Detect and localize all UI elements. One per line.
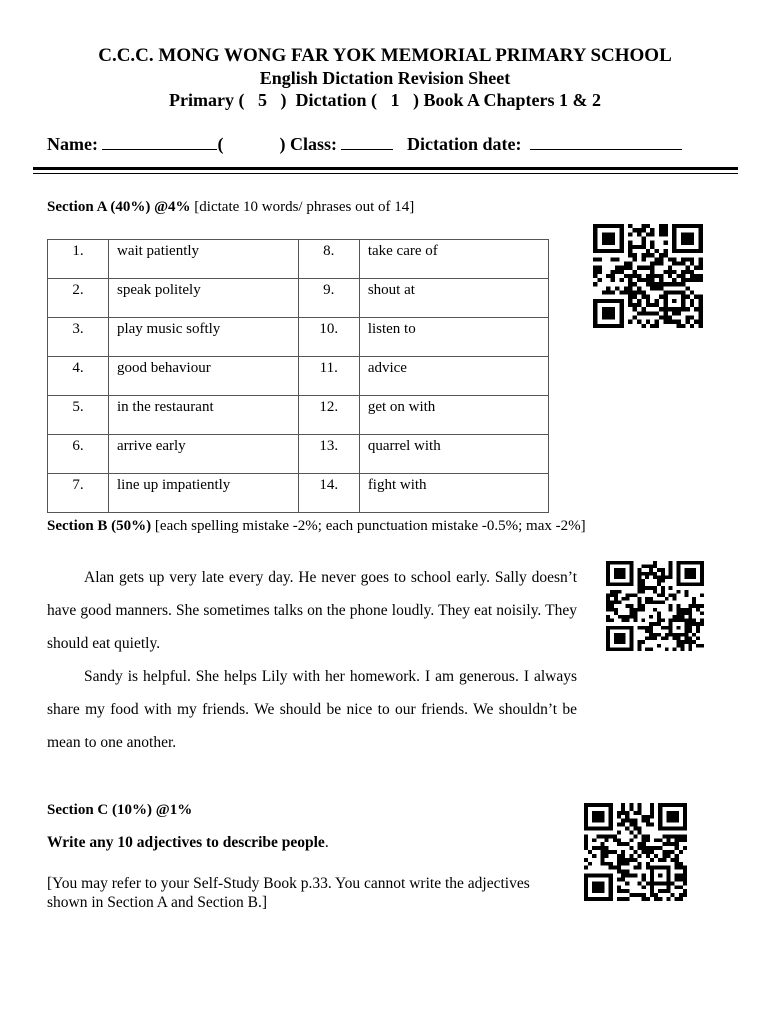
item-word: fight with — [359, 474, 548, 513]
open-paren: ( — [217, 134, 224, 154]
item-number: 8. — [298, 240, 359, 279]
item-number: 1. — [48, 240, 109, 279]
item-number: 9. — [298, 279, 359, 318]
table-row — [48, 357, 549, 396]
table-row — [48, 240, 549, 279]
item-word: play music softly — [108, 318, 298, 357]
item-word: speak politely — [108, 279, 298, 318]
item-word: arrive early — [108, 435, 298, 474]
dictation-number: 1 — [390, 90, 400, 110]
item-number: 6. — [48, 435, 109, 474]
table-row — [48, 474, 549, 513]
class-label: ) Class: — [279, 134, 337, 154]
sheet-title: English Dictation Revision Sheet — [259, 68, 511, 88]
section-a-heading — [47, 199, 414, 216]
section-b-heading — [47, 518, 586, 535]
section-c-heading — [47, 802, 192, 819]
instruction-end: . — [324, 834, 329, 851]
chapter-line-text: ) Book A Chapters 1 & 2 — [412, 90, 601, 110]
item-number: 10. — [298, 318, 359, 357]
item-number: 5. — [48, 396, 109, 435]
primary-level: 5 — [257, 90, 267, 110]
item-number: 2. — [48, 279, 109, 318]
date-label: Dictation date: — [406, 134, 522, 154]
qr-code-icon[interactable] — [584, 803, 687, 901]
table-row — [48, 396, 549, 435]
dictation-passage — [47, 561, 577, 759]
chapter-line-text: Primary ( — [169, 90, 245, 110]
section-c-label: Section C (10%) @1% — [47, 802, 193, 818]
section-c-instruction — [47, 834, 329, 852]
item-word: advice — [359, 357, 548, 396]
chapter-line — [0, 90, 770, 111]
class-blank[interactable] — [341, 135, 393, 150]
item-word: take care of — [359, 240, 548, 279]
chapter-line-text: ) Dictation ( — [280, 90, 377, 110]
instruction-text: Write any 10 adjectives to describe people — [47, 834, 325, 851]
table-row — [48, 279, 549, 318]
qr-code-icon[interactable] — [593, 224, 703, 328]
item-number: 4. — [48, 357, 109, 396]
name-blank[interactable] — [102, 135, 217, 150]
section-b-label: Section B (50%) — [47, 518, 152, 534]
passage-paragraph-2: Sandy is helpful. She helps Lily with her homework. I am generous. I always share my food with my friends. We should be nice to our friends. We shouldn’t be mean to one another. — [47, 668, 577, 751]
passage-paragraph-1: Alan gets up very late every day. He never goes to school early. Sally doesn’t have good manners. She sometimes talks on the phone loudly. They eat noisily. They should eat quietly. — [47, 569, 577, 652]
item-number: 14. — [298, 474, 359, 513]
item-number: 11. — [298, 357, 359, 396]
divider-thick — [33, 167, 738, 170]
name-label: Name: — [47, 134, 98, 154]
item-word: wait patiently — [108, 240, 298, 279]
section-c-note: [You may refer to your Self-Study Book p.33. You cannot write the adjectives shown in Section A and Section B.] — [47, 875, 530, 911]
table-row — [48, 318, 549, 357]
item-word: good behaviour — [108, 357, 298, 396]
item-word: line up impatiently — [108, 474, 298, 513]
student-info-line — [47, 134, 682, 155]
section-a-note: [dictate 10 words/ phrases out of 14] — [194, 199, 415, 215]
item-word: quarrel with — [359, 435, 548, 474]
school-title: C.C.C. MONG WONG FAR YOK MEMORIAL PRIMARY SCHOOL — [98, 45, 672, 66]
item-word: in the restaurant — [108, 396, 298, 435]
item-word: shout at — [359, 279, 548, 318]
item-number: 13. — [298, 435, 359, 474]
item-number: 3. — [48, 318, 109, 357]
word-table — [47, 239, 549, 513]
table-row — [48, 435, 549, 474]
section-a-label: Section A (40%) @4% — [47, 199, 191, 215]
item-number: 12. — [298, 396, 359, 435]
item-word: listen to — [359, 318, 548, 357]
section-b-note: [each spelling mistake -2%; each punctuation mistake -0.5%; max -2%] — [154, 518, 586, 534]
qr-code-icon[interactable] — [606, 561, 704, 651]
divider-thin — [33, 173, 738, 174]
item-word: get on with — [359, 396, 548, 435]
item-number: 7. — [48, 474, 109, 513]
date-blank[interactable] — [530, 135, 682, 150]
